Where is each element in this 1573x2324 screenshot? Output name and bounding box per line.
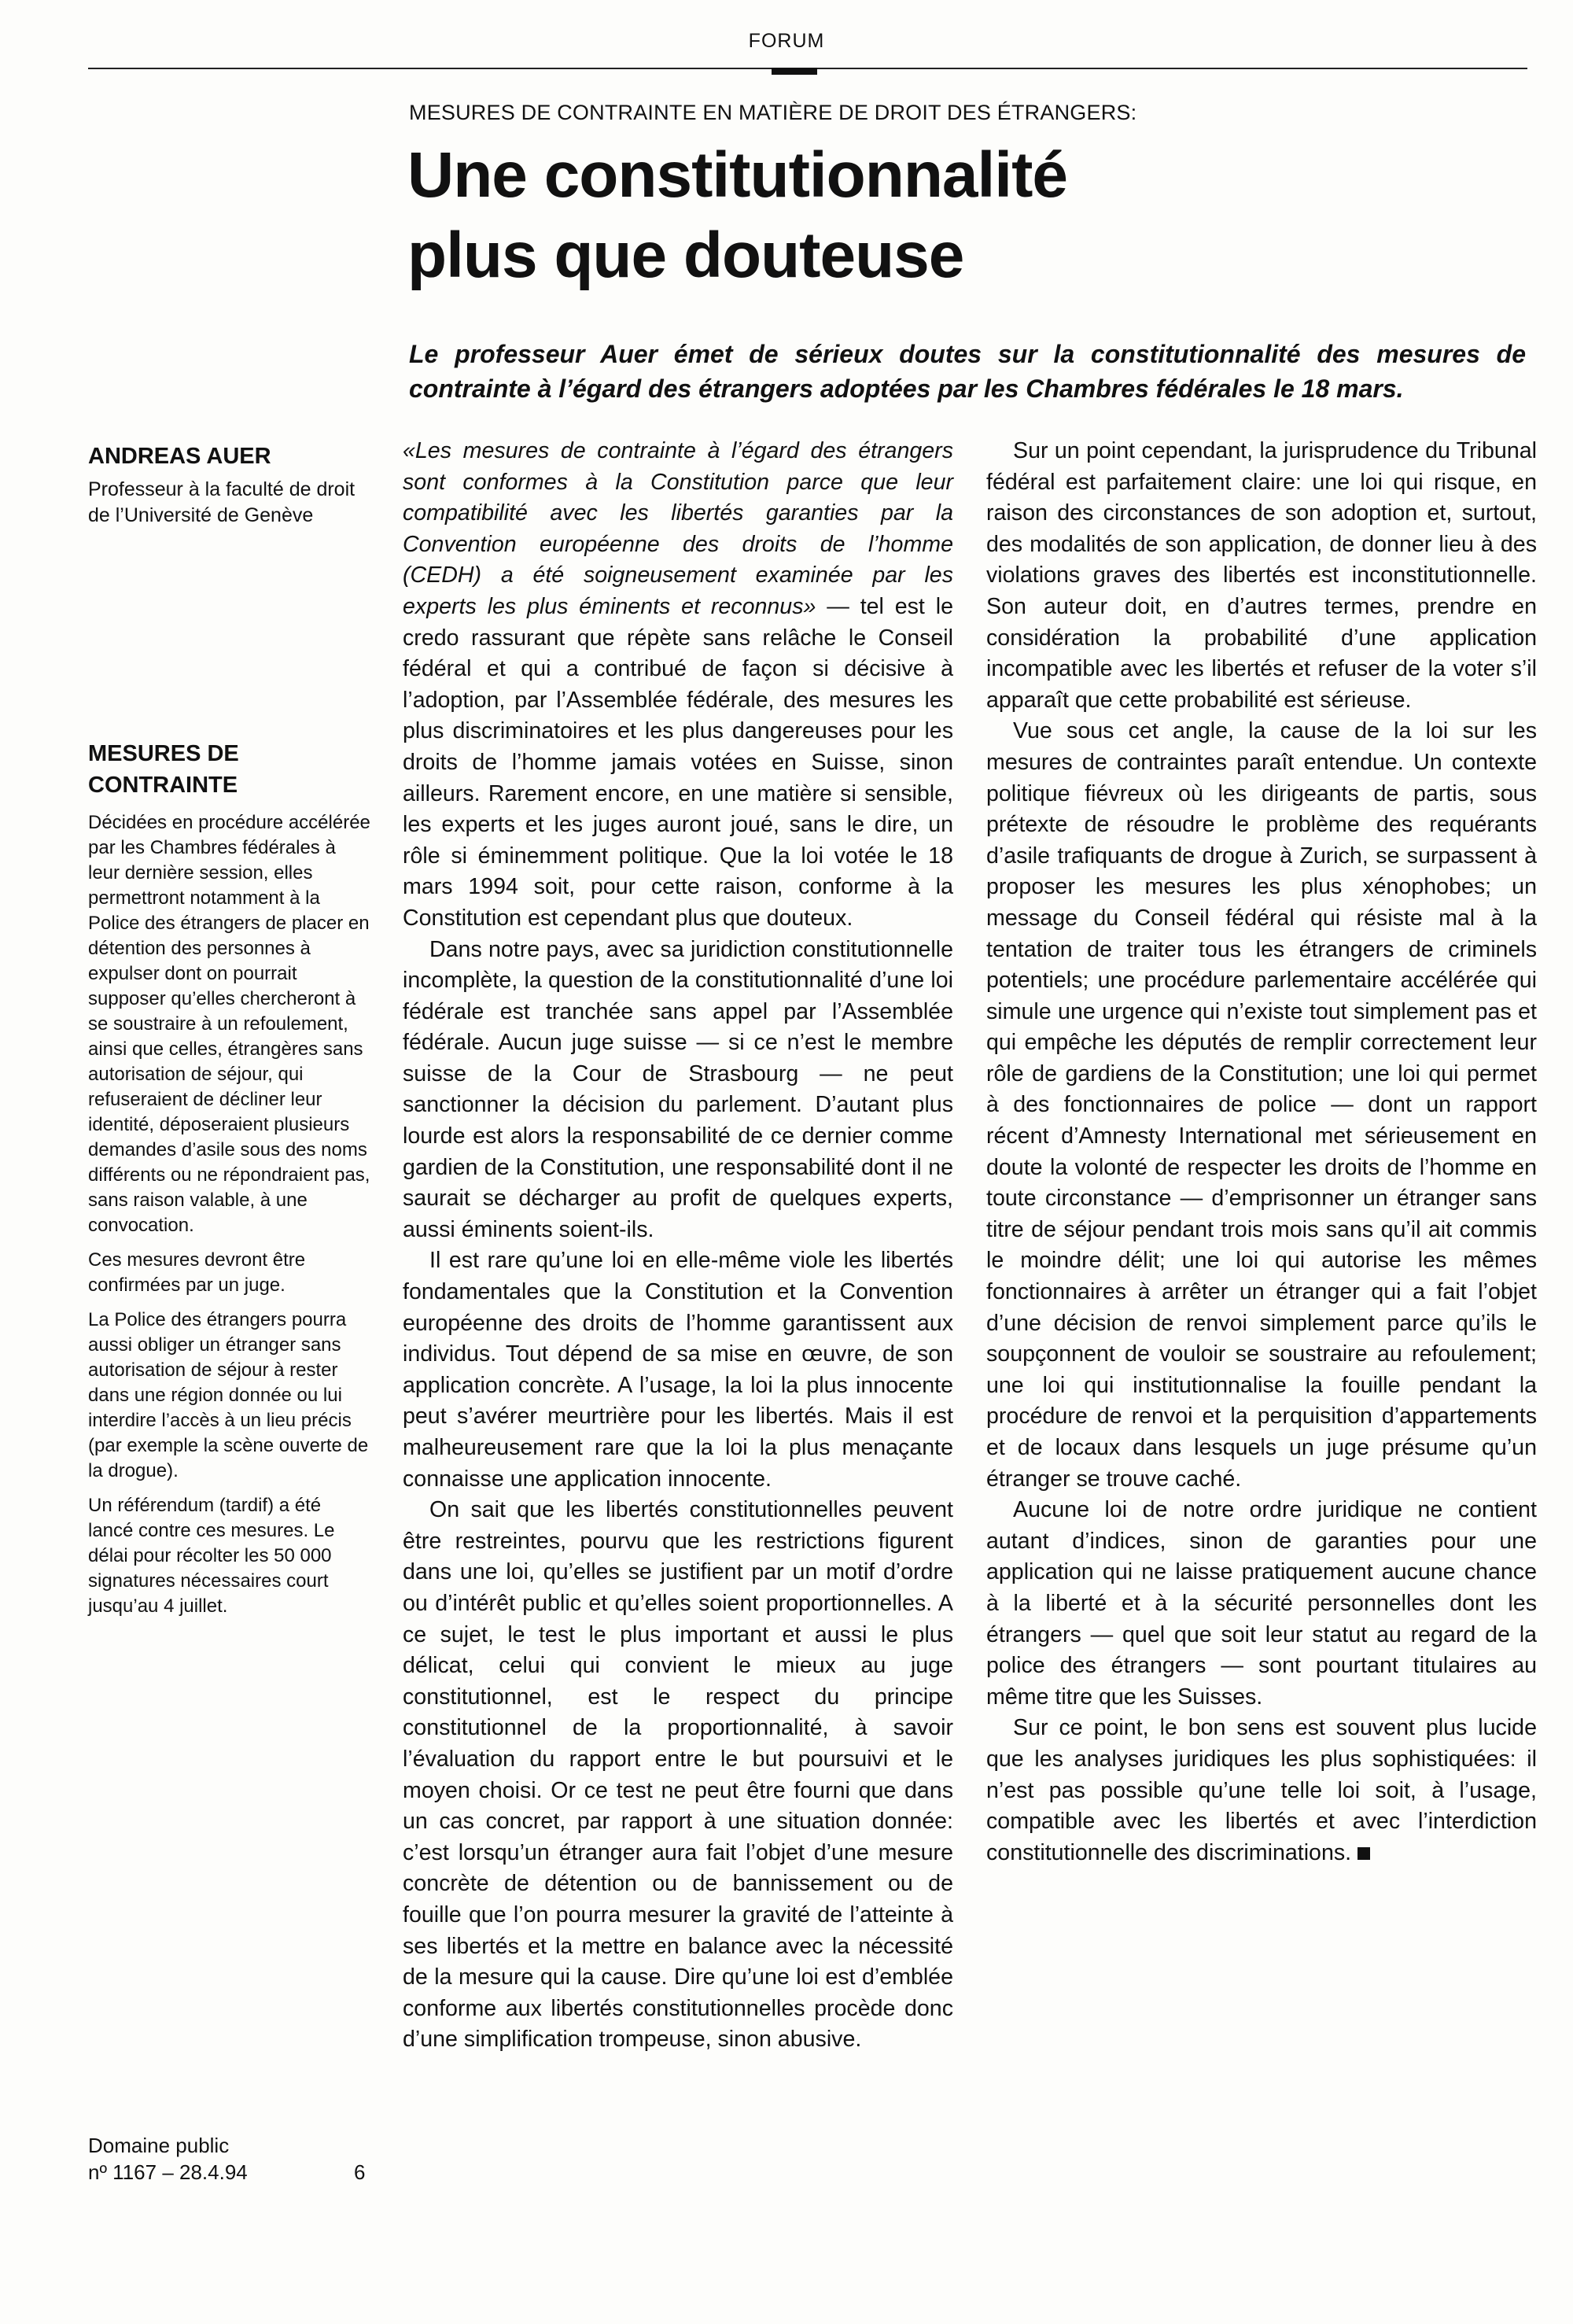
- article-column-1: [403, 436, 953, 2056]
- title-line-1: Une constitutionnalité: [407, 139, 1067, 211]
- body-paragraph: [986, 1713, 1537, 1868]
- article-column-2: [986, 436, 1537, 1868]
- opening-text: — tel est le credo rassurant que répète sans relâche le Conseil fédéral et qui a contribué de façon si décisive à l’adoption, par l’Assemblée fédérale, des mesures les plus discriminatoires et les plus dangereuses pour les droits de l’homme jamais votées en Suisse, sinon ailleurs. Rarement encore, en une matière si sensible, les experts et les juges auront joué, sans le dire, un rôle si éminemment politique. Que la loi votée le 18 mars 1994 soit, pour cette raison, conforme à la Constitution est cependant plus que douteux.: [403, 593, 953, 931]
- kicker: MESURES DE CONTRAINTE EN MATIÈRE DE DROIT DES ÉTRANGERS:: [409, 101, 1137, 124]
- end-mark-icon: [1357, 1847, 1370, 1860]
- sidebar-paragraph: Décidées en procédure accélérée par les Chambres fédérales à leur dernière session, elles permettront notamment à la Police des étrangers de placer en détention des personnes à expulser dont on pourrait supposer qu’elles chercheront à se soustraire à un refoulement, ainsi que celles, étrangères sans autorisation de séjour, qui refuseraient de décliner leur identité, déposeraient plusieurs demandes d’asile sous des noms différents ou ne répondraient pas, sans raison valable, à une convocation.: [88, 812, 370, 1236]
- sidebar-paragraph: Un référendum (tardif) a été lancé contre ces mesures. Le délai pour récolter les 50 000 signatures nécessaires court jusqu’au 4 juillet.: [88, 1495, 335, 1617]
- sidebar: [88, 441, 371, 1617]
- lede: Le professeur Auer émet de sérieux doutes sur la constitutionnalité des mesures de contrainte à l’égard des étrangers adoptées par les Chambres fédérales le 18 mars.: [409, 340, 1526, 403]
- body-paragraph: Aucune loi de notre ordre juridique ne contient autant d’indices, sinon de garanties pour une application qui ne laisse pratiquement aucune chance à la liberté et à la sécurité personnelles dont les étrangers — quel que soit leur statut au regard de la police des étrangers — sont pourtant titulaires au même titre que les Suisses.: [986, 1497, 1537, 1710]
- footer: [88, 2132, 371, 2186]
- body-paragraph: [403, 436, 953, 935]
- publication-name: Domaine public: [88, 2134, 230, 2157]
- page-number: 6: [354, 2160, 366, 2184]
- title-line-2: plus que douteuse: [407, 219, 964, 291]
- sidebar-paragraph: La Police des étrangers pourra aussi obliger un étranger sans autorisation de séjour à rester dans une région donnée ou lui interdire l’accès à un lieu précis (par exemple la scène ouverte de la drogue).: [88, 1309, 369, 1481]
- sidebar-box: [88, 810, 371, 1629]
- section-label: FORUM: [748, 30, 825, 52]
- body-paragraph: On sait que les libertés constitutionnelles peuvent être restreintes, pourvu que les restrictions figurent dans une loi, qu’elles se justifient par un motif d’ordre ou d’intérêt public et qu’elles soient proportionnelles. A ce sujet, le test le plus important et aussi le plus délicat, celui qui convient le mieux au juge constitutionnel, est le respect du principe constitutionnel de la proportionnalité, à savoir l’évaluation du rapport entre le but poursuivi et le moyen choisi. Or ce test ne peut être fourni que dans un cas concret, par rapport à une situation donnée: c’est lorsqu’un étranger aura fait l’objet d’une mesure concrète de détention ou de bannissement ou de fouille que l’on pourra mesurer la gravité de l’atteinte à ses libertés et la mettre en balance avec la nécessité de la mesure qui la cause. Dire qu’une loi est d’emblée conforme aux libertés constitutionnelles procède donc d’une simplification trompeuse, sinon abusive.: [403, 1497, 953, 2053]
- article-title: [407, 135, 1067, 296]
- body-paragraph: Il est rare qu’une loi en elle-même viole les libertés fondamentales que la Constitution et la Convention européenne des droits de l’homme garantissent aux individus. Tout dépend de sa mise en œuvre, de son application concrète. A l’usage, la loi la plus innocente peut s’avérer meurtrière pour les libertés. Mais il est malheureusement rare que la loi la plus menaçante connaisse une application innocente.: [403, 1248, 953, 1492]
- sidebar-paragraph: Ces mesures devront être confirmées par un juge.: [88, 1249, 306, 1296]
- author-name: ANDREAS AUER: [88, 444, 271, 469]
- final-text: Sur ce point, le bon sens est souvent plus lucide que les analyses juridiques les plus sophistiquées: il n’est pas possible qu’une telle loi soit, à l’usage, compatible avec les libertés et avec l’interdiction constitutionnelle des discriminations.: [986, 1715, 1537, 1865]
- body-paragraph: Dans notre pays, avec sa juridiction constitutionnelle incomplète, la question de la constitutionnalité d’une loi fédérale est tranchée sans appel par l’Assemblée fédérale. Aucun juge suisse — si ce n’est le membre suisse de la Cour de Strasbourg — ne peut sanctionner la décision du parlement. D’autant plus lourde est alors la responsabilité de ce dernier comme gardien de la Constitution, une responsabilité dont il ne saurait se décharger au profit de quelques experts, aussi éminents soient-ils.: [403, 936, 953, 1242]
- opening-quote: «Les mesures de contrainte à l’égard des étrangers sont conformes à la Constitution parce que leur compatibilité avec les libertés garanties par la Convention européenne des droits de l’homme (CEDH) a été soigneusement examinée par les experts les plus éminents et reconnus»: [403, 438, 953, 619]
- issue-info: nº 1167 – 28.4.94: [88, 2160, 248, 2184]
- author-role: Professeur à la faculté de droit de l’Université de Genève: [88, 478, 355, 526]
- body-paragraph: Vue sous cet angle, la cause de la loi sur les mesures de contraintes paraît entendue. Un contexte politique fiévreux où les dirigeants de partis, sous prétexte de résoudre le problème des requérants d’asile trafiquants de drogue à Zurich, se surpassent à proposer les mesures les plus xénophobes; un message du Conseil fédéral qui résiste mal à la tentation de traiter tous les étrangers de criminels potentiels; une procédure parlementaire accélérée qui simule une urgence qui n’existe tout simplement pas et qui empêche les députés de remplir correctement leur rôle de gardiens de la Constitution; une loi qui permet à des fonctionnaires de police — dont un rapport récent d’Amnesty International met sérieusement en doute la volonté de respecter les droits de l’homme en toute circonstance — d’emprisonner un étranger sans titre de séjour pendant trois mois sans qu’il ait commis le moindre délit; une loi qui autorise les mêmes fonctionnaires à arrêter un étranger qui a fait l’objet d’une décision de renvoi simplement parce qu’ils le soupçonnent de vouloir se soustraire au refoulement; une loi qui institutionnalise la fouille pendant la procédure de renvoi et la perquisition d’appartements et de locaux dans lesquels un juge présume qu’un étranger se trouve caché.: [986, 718, 1537, 1492]
- sidebar-box-title: MESURES DE CONTRAINTE: [88, 741, 239, 798]
- top-rule-tab: [772, 68, 817, 75]
- body-paragraph: Sur un point cependant, la jurisprudence du Tribunal fédéral est parfaitement claire: une loi qui risque, en raison des circonstances de son adoption et, surtout, des modalités de son application, de donner lieu à des violations graves des libertés est inconstitutionnelle. Son auteur doit, en d’autres termes, prendre en considération la probabilité d’une application incompatible avec les libertés et refuser de la voter s’il apparaît que cette probabilité est sérieuse.: [986, 438, 1537, 713]
